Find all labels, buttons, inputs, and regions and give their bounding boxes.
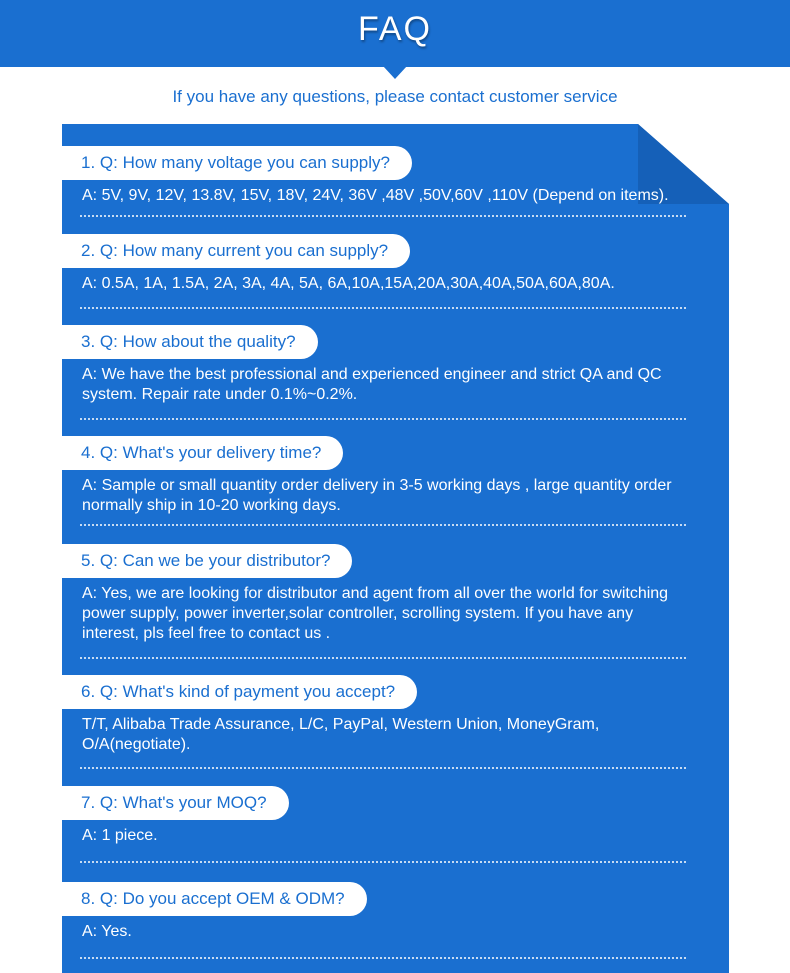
faq-divider <box>80 657 686 659</box>
faq-question: 6. Q: What's kind of payment you accept? <box>62 675 417 709</box>
page-subtitle: If you have any questions, please contact customer service <box>172 87 618 106</box>
faq-question: 3. Q: How about the quality? <box>62 325 318 359</box>
faq-question: 1. Q: How many voltage you can supply? <box>62 146 412 180</box>
page-title: FAQ <box>357 10 433 48</box>
faq-divider <box>80 861 686 863</box>
faq-answer: T/T, Alibaba Trade Assurance, L/C, PayPal, Western Union, MoneyGram, O/A(negotiate). <box>82 716 600 753</box>
faq-answer: A: Sample or small quantity order delivery in 3-5 working days , large quantity order normally ship in 10-20 working days. <box>82 477 672 514</box>
faq-header-banner <box>0 0 790 67</box>
faq-question: 5. Q: Can we be your distributor? <box>62 544 352 578</box>
faq-divider <box>80 418 686 420</box>
faq-divider <box>80 957 686 959</box>
faq-divider <box>80 767 686 769</box>
faq-answer: A: Yes, we are looking for distributor and agent from all over the world for switching power supply, power inverter,solar controller, scrolling system. If you have any interest, pls feel free to contact us . <box>82 585 669 642</box>
faq-divider <box>80 215 686 217</box>
header-pointer-icon <box>383 66 407 79</box>
faq-question: 2. Q: How many current you can supply? <box>62 234 410 268</box>
faq-answer: A: Yes. <box>82 923 132 940</box>
faq-answer: A: 0.5A, 1A, 1.5A, 2A, 3A, 4A, 5A, 6A,10A,15A,20A,30A,40A,50A,60A,80A. <box>82 275 615 292</box>
faq-question: 7. Q: What's your MOQ? <box>62 786 289 820</box>
faq-answer: A: We have the best professional and experienced engineer and strict QA and QC system. Repair rate under 0.1%~0.2%. <box>82 366 662 403</box>
faq-divider <box>80 307 686 309</box>
faq-divider <box>80 524 686 526</box>
faq-question: 8. Q: Do you accept OEM & ODM? <box>62 882 367 916</box>
faq-answer: A: 1 piece. <box>82 827 158 844</box>
faq-answer: A: 5V, 9V, 12V, 13.8V, 15V, 18V, 24V, 36V ,48V ,50V,60V ,110V (Depend on items). <box>82 187 669 204</box>
faq-question: 4. Q: What's your delivery time? <box>62 436 343 470</box>
